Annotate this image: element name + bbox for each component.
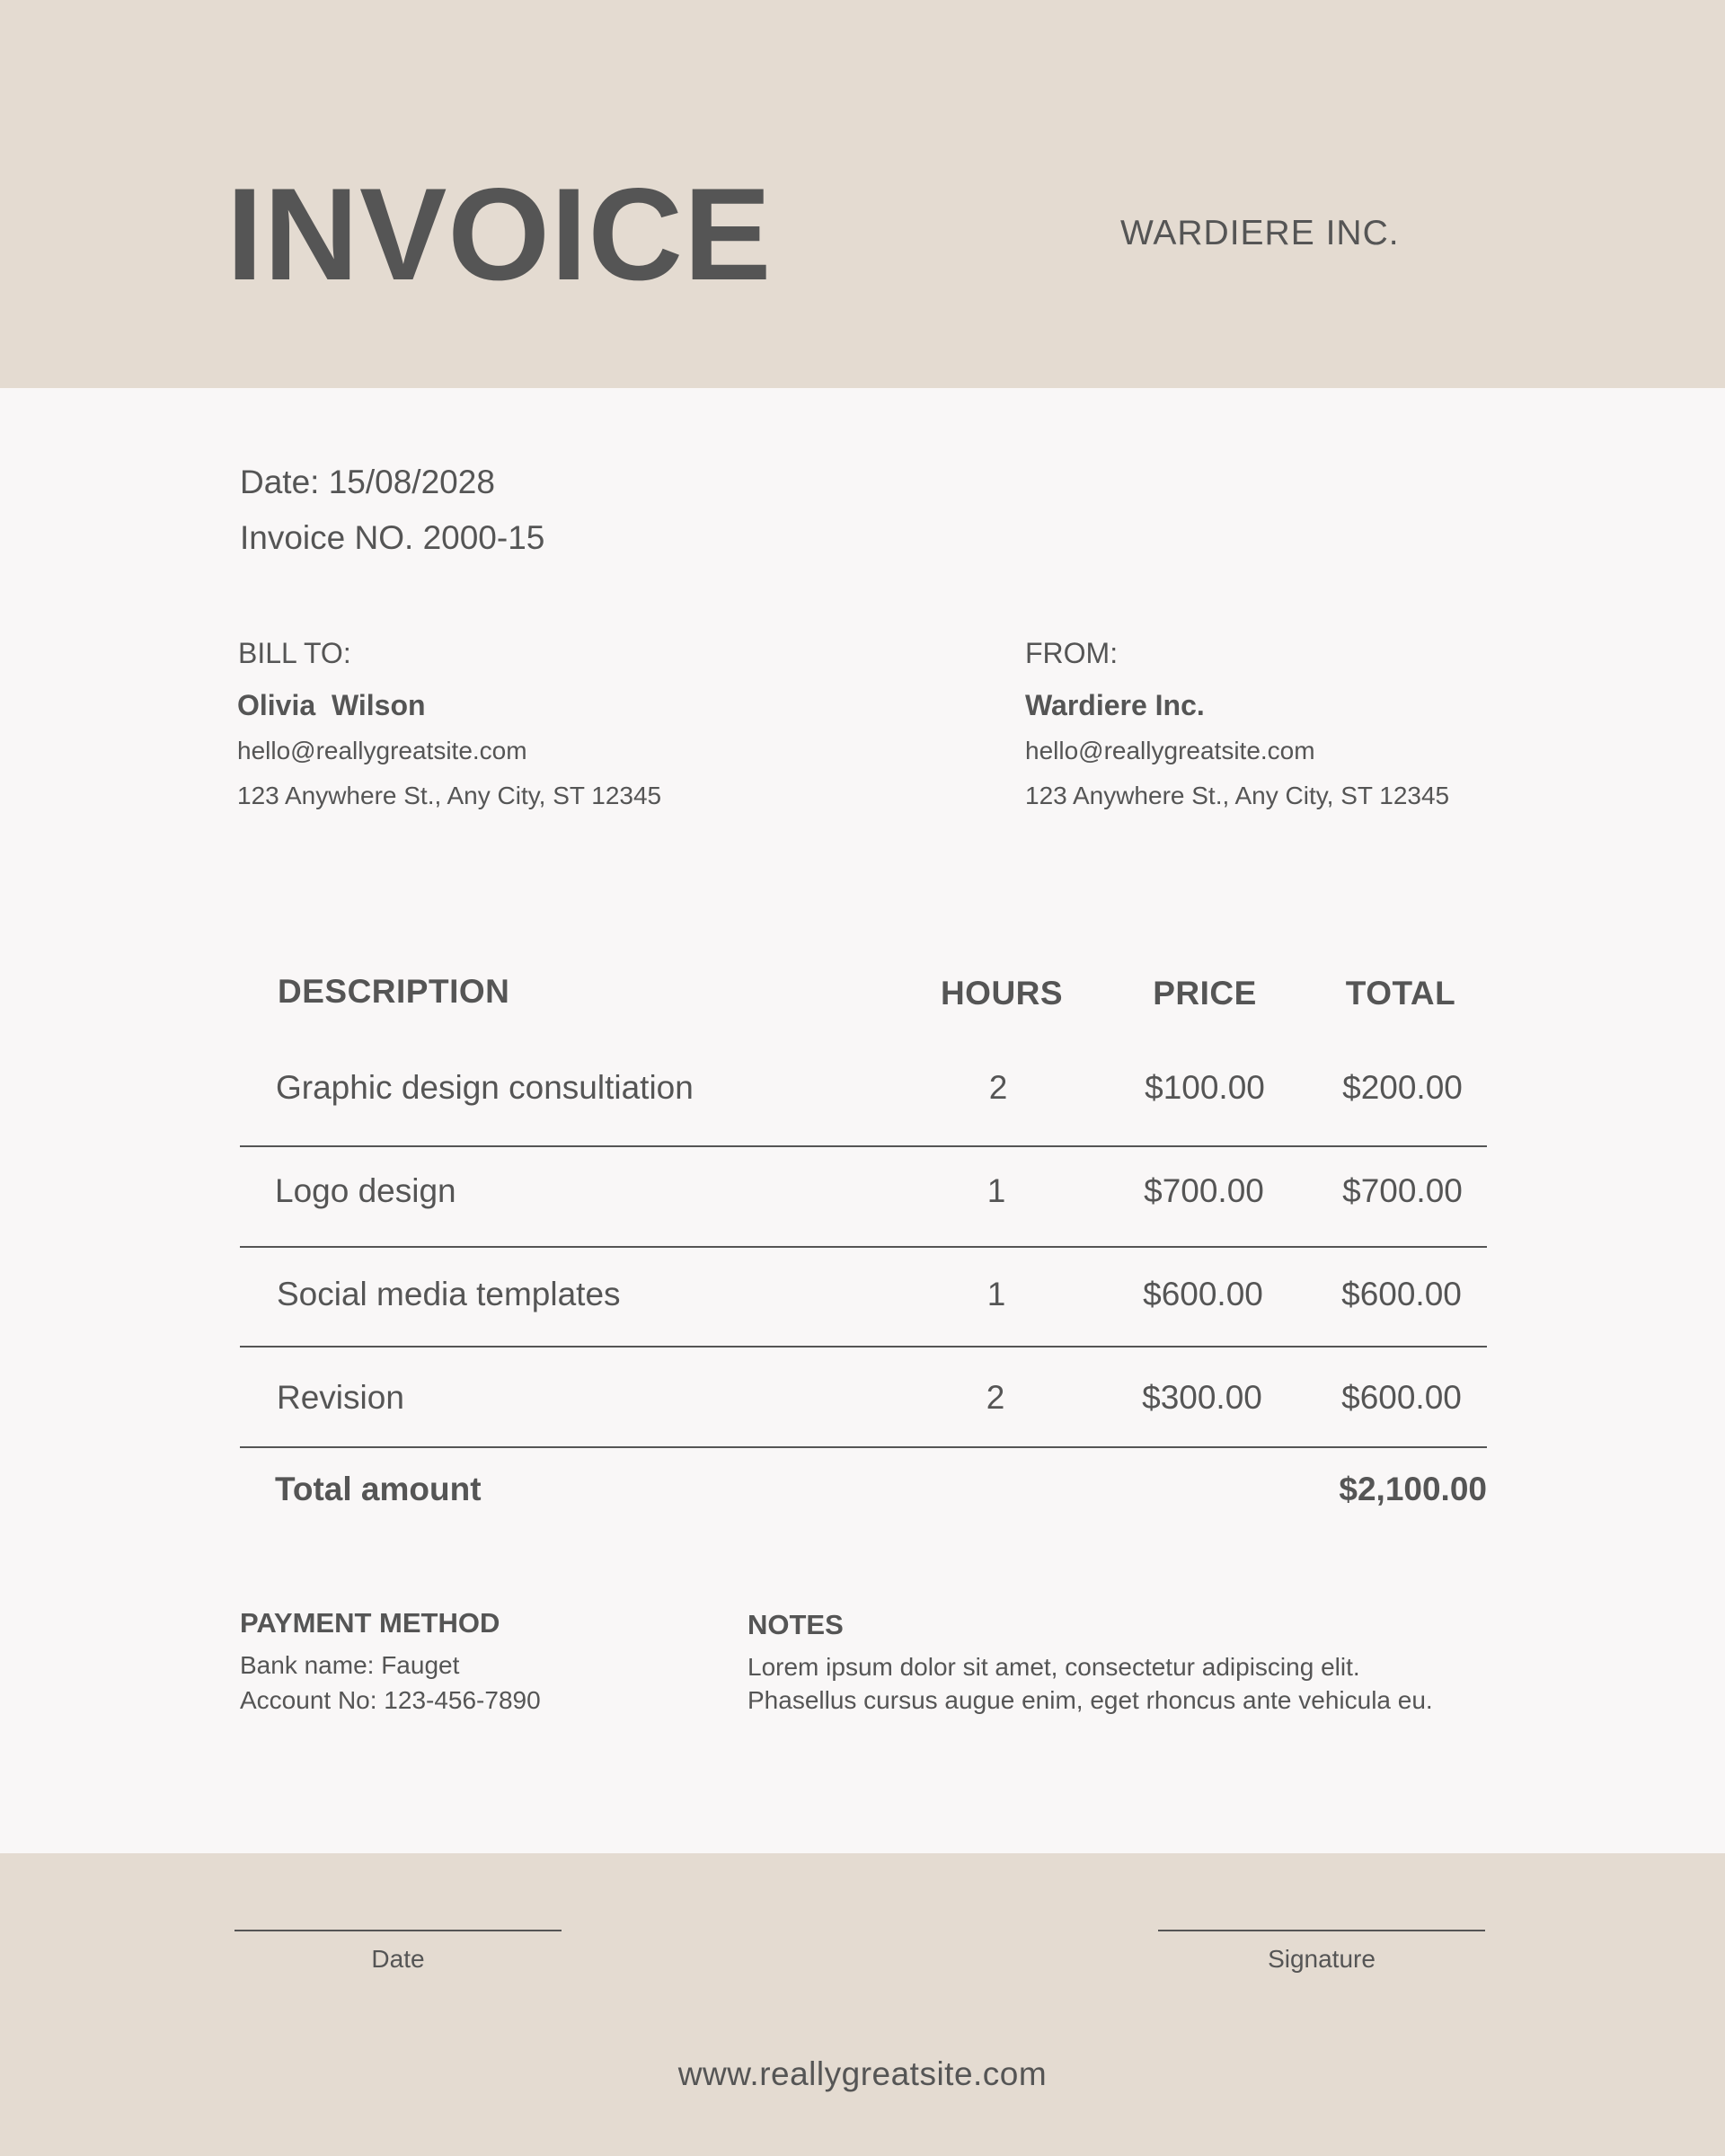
row-total: $200.00 bbox=[1342, 1069, 1463, 1106]
row-total: $700.00 bbox=[1342, 1172, 1463, 1209]
row-hours: 1 bbox=[986, 1276, 1006, 1312]
row-description: Revision bbox=[277, 1379, 404, 1416]
payment-method-title: PAYMENT METHOD bbox=[240, 1607, 500, 1639]
notes-line-2: Phasellus cursus augue enim, eget rhoncus ante vehicula eu. bbox=[748, 1686, 1433, 1714]
row-description: Social media templates bbox=[277, 1276, 621, 1312]
row-description: Graphic design consultiation bbox=[276, 1069, 694, 1106]
signature-line bbox=[1158, 1930, 1485, 1931]
bill-to-email: hello@reallygreatsite.com bbox=[237, 737, 527, 764]
row-price: $300.00 bbox=[1142, 1379, 1262, 1416]
bill-to-label: BILL TO: bbox=[238, 637, 351, 669]
notes-title: NOTES bbox=[748, 1609, 844, 1640]
column-header-total: TOTAL bbox=[1345, 975, 1456, 1012]
row-divider bbox=[240, 1446, 1487, 1448]
row-description: Logo design bbox=[275, 1172, 456, 1209]
from-name: Wardiere Inc. bbox=[1025, 689, 1205, 721]
row-hours: 2 bbox=[988, 1069, 1008, 1106]
invoice-number: Invoice NO. 2000-15 bbox=[240, 519, 545, 556]
bill-to-address: 123 Anywhere St., Any City, ST 12345 bbox=[237, 782, 662, 809]
row-total: $600.00 bbox=[1341, 1276, 1462, 1312]
row-hours: 2 bbox=[986, 1379, 1005, 1416]
row-divider bbox=[240, 1145, 1487, 1147]
row-divider bbox=[240, 1246, 1487, 1248]
footer-band bbox=[0, 1853, 1725, 2156]
column-header-description: DESCRIPTION bbox=[278, 973, 510, 1010]
payment-account-number: Account No: 123-456-7890 bbox=[240, 1686, 541, 1714]
row-hours: 1 bbox=[986, 1172, 1006, 1209]
total-amount-value: $2,100.00 bbox=[1339, 1471, 1487, 1507]
payment-bank-name: Bank name: Fauget bbox=[240, 1651, 460, 1679]
row-price: $700.00 bbox=[1144, 1172, 1264, 1209]
notes-line-1: Lorem ipsum dolor sit amet, consectetur adipiscing elit. bbox=[748, 1653, 1360, 1681]
total-amount-label: Total amount bbox=[275, 1471, 482, 1507]
invoice-title: INVOICE bbox=[226, 161, 773, 307]
invoice-date: Date: 15/08/2028 bbox=[240, 464, 495, 500]
company-name-header: WARDIERE INC. bbox=[1120, 214, 1400, 252]
column-header-hours: HOURS bbox=[940, 975, 1064, 1012]
row-price: $600.00 bbox=[1143, 1276, 1263, 1312]
column-header-price: PRICE bbox=[1153, 975, 1257, 1012]
row-total: $600.00 bbox=[1341, 1379, 1462, 1416]
signature-label: Signature bbox=[1268, 1945, 1376, 1973]
website-link[interactable]: www.reallygreatsite.com bbox=[677, 2055, 1048, 2092]
from-email: hello@reallygreatsite.com bbox=[1025, 737, 1315, 764]
row-divider bbox=[240, 1346, 1487, 1348]
bill-to-name: Olivia Wilson bbox=[237, 689, 426, 721]
date-signature-label: Date bbox=[371, 1945, 425, 1973]
row-price: $100.00 bbox=[1145, 1069, 1265, 1106]
from-address: 123 Anywhere St., Any City, ST 12345 bbox=[1025, 782, 1450, 809]
date-signature-line bbox=[234, 1930, 562, 1931]
from-label: FROM: bbox=[1025, 637, 1119, 669]
